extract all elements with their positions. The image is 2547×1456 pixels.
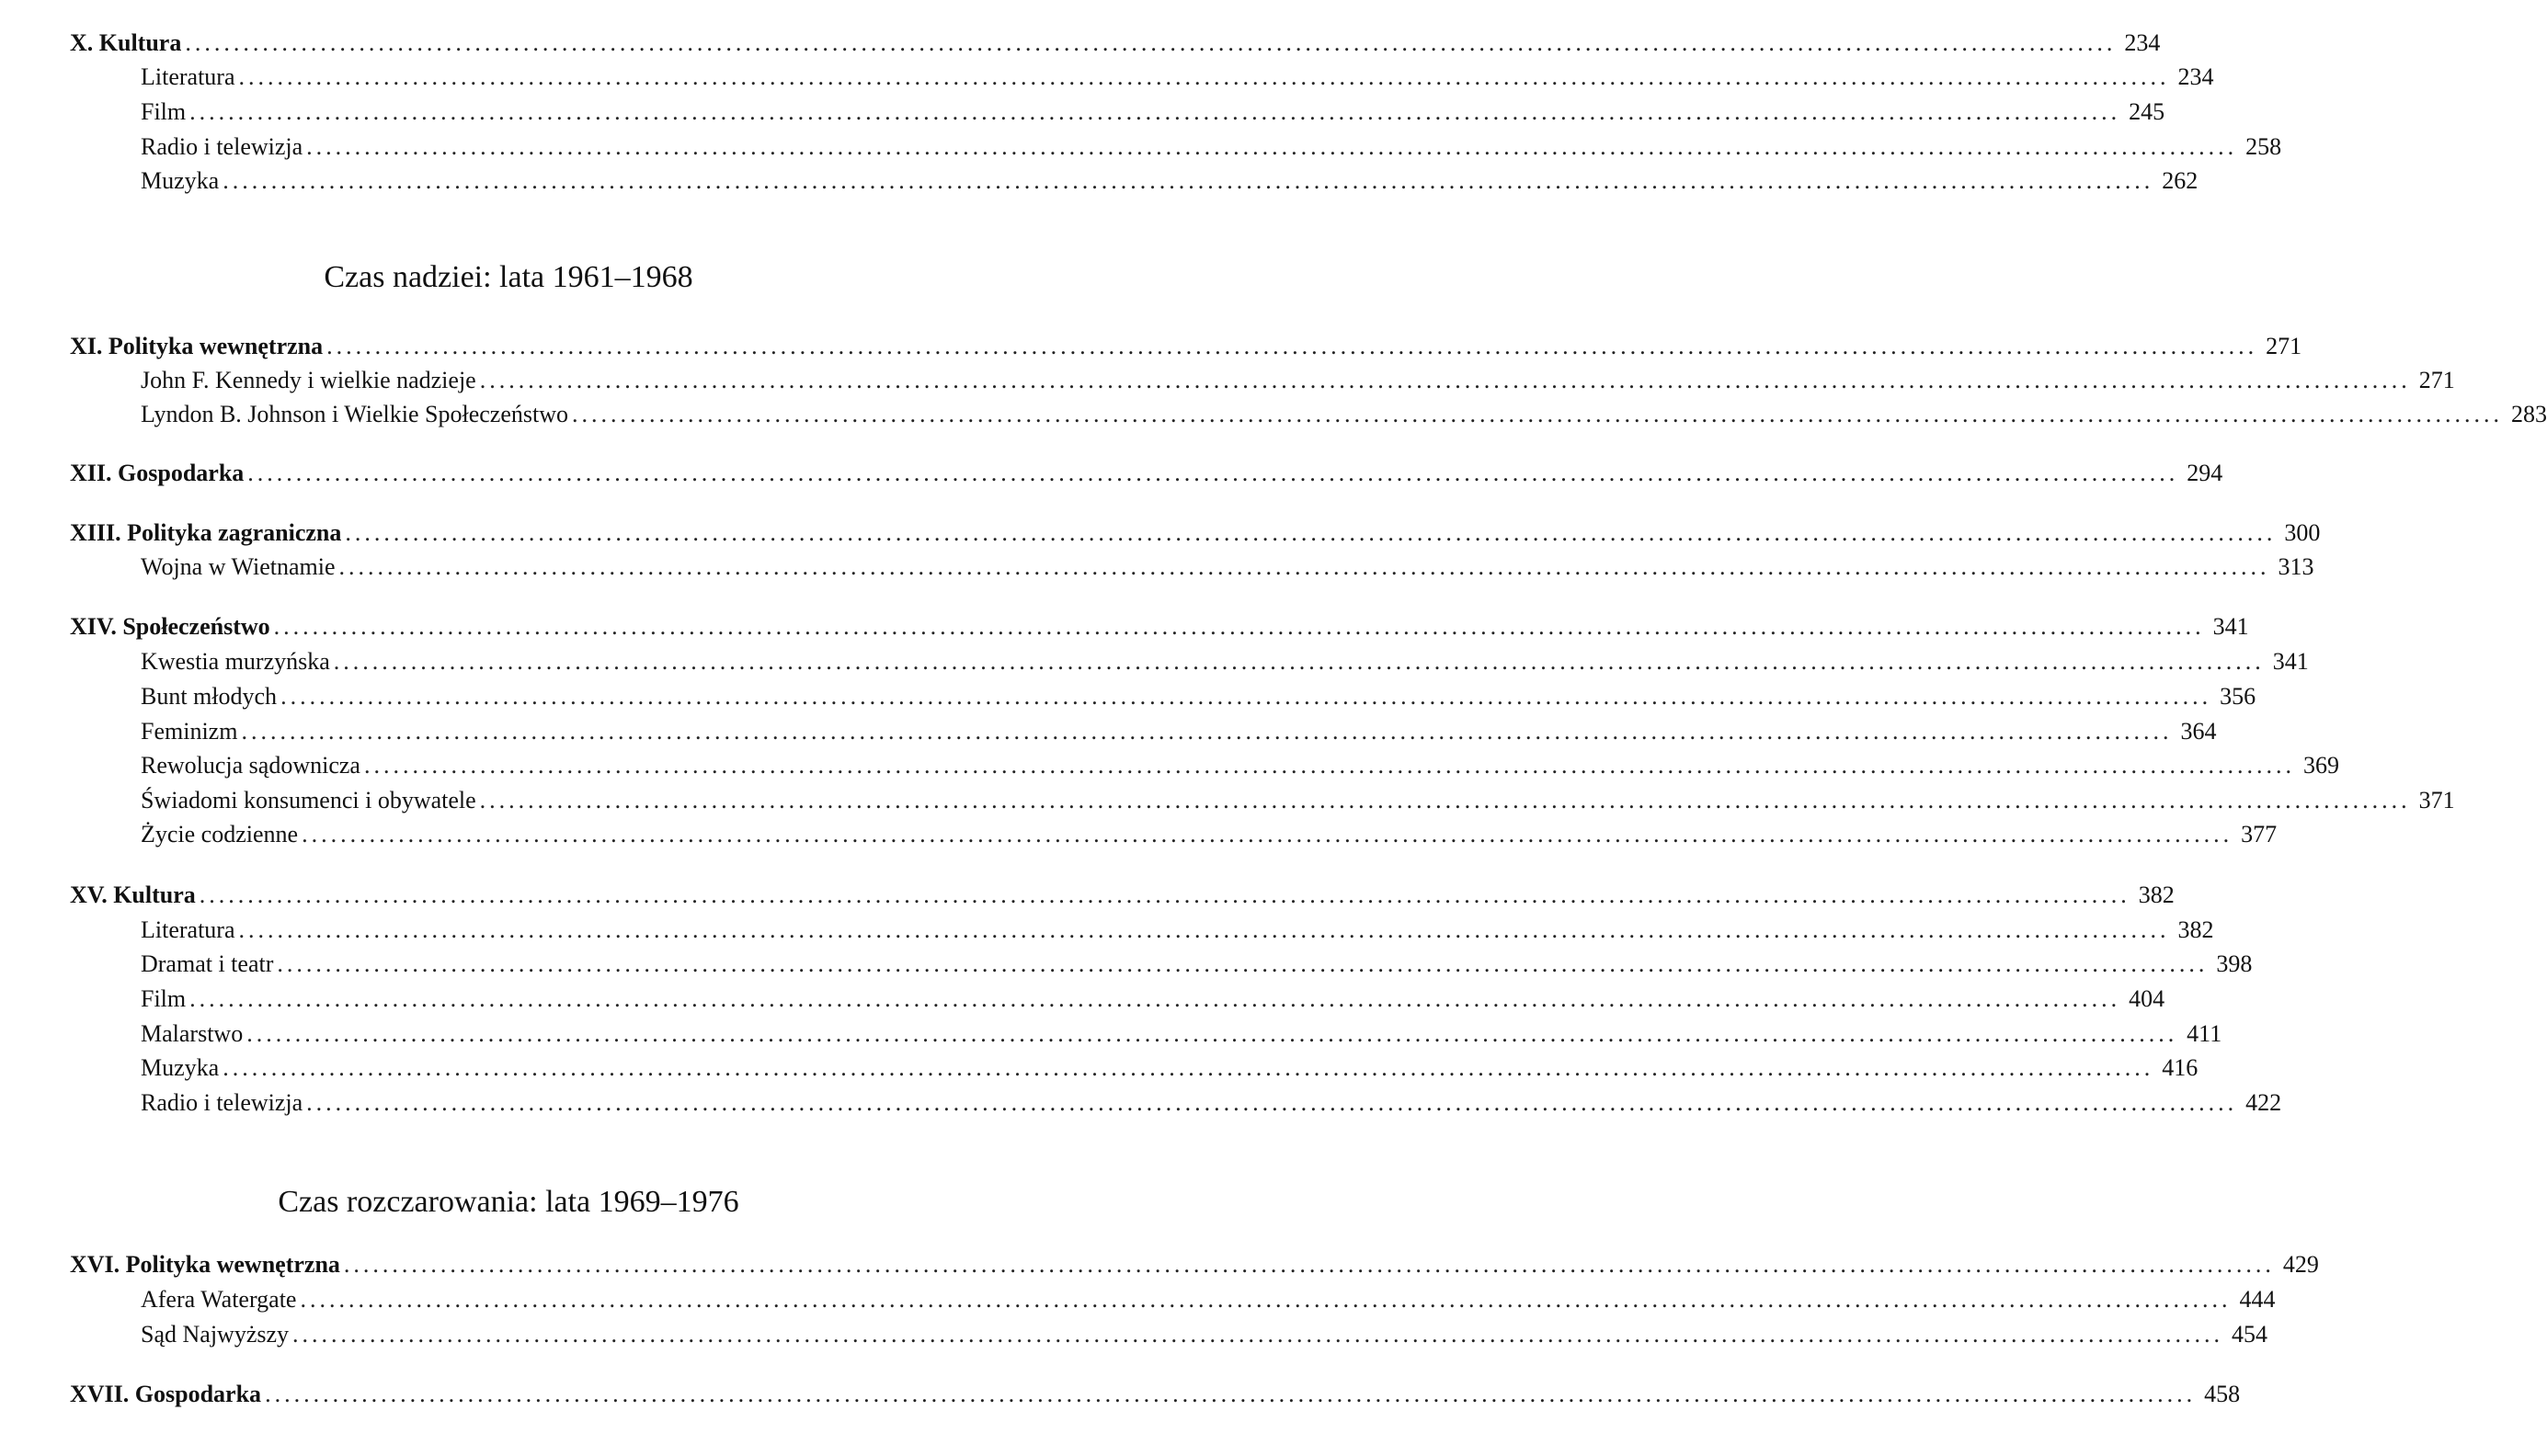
toc-subentry [141, 1284, 2276, 1315]
toc-entry-title: XI. Polityka wewnętrzna [70, 333, 324, 359]
dot-leader: ........................................................................................................................................................................................................ [326, 333, 2258, 359]
toc-subentry [141, 750, 2339, 781]
toc-page-number: 271 [2266, 333, 2302, 359]
dot-leader: ........................................................................................................................................................................................................ [572, 401, 2503, 427]
toc-entry-title: Malarstwo [141, 1020, 244, 1047]
toc-page-number: 364 [2180, 718, 2217, 745]
toc-page-number: 341 [2272, 648, 2309, 675]
toc-page-number: 369 [2302, 752, 2339, 779]
toc-subentry [141, 62, 2214, 93]
dot-leader: ........................................................................................................................................................................................................ [345, 519, 2277, 546]
dot-leader: ........................................................................................................................................................................................................ [302, 821, 2233, 847]
toc-page-number: 300 [2284, 519, 2321, 546]
toc-page-number: 382 [2138, 882, 2175, 908]
toc-entry-title: XVII. Gospodarka [70, 1381, 262, 1407]
toc-entry-title: Feminizm [141, 718, 238, 745]
toc-subentry [141, 1087, 2282, 1119]
toc-entry-title: Radio i telewizja [141, 1089, 303, 1116]
toc-subentry [141, 819, 2278, 850]
toc-page-number: 313 [2278, 553, 2314, 580]
toc-chapter-entry [70, 331, 2302, 362]
toc-page-number: 411 [2187, 1020, 2222, 1047]
dot-leader: ........................................................................................................................................................................................................ [338, 553, 2270, 580]
toc-subentry [141, 399, 2547, 430]
dot-leader: ........................................................................................................................................................................................................ [300, 1286, 2232, 1313]
toc-entry-title: Literatura [141, 916, 235, 943]
toc-page-number: 258 [2245, 133, 2282, 160]
toc-chapter-entry [70, 28, 2161, 59]
dot-leader: ........................................................................................................................................................................................................ [189, 985, 2121, 1012]
toc-page-number: 429 [2282, 1251, 2319, 1278]
toc-page-number: 377 [2241, 821, 2278, 847]
toc-entry-title: Dramat i teatr [141, 950, 274, 977]
dot-leader: ........................................................................................................................................................................................................ [333, 648, 2265, 675]
toc-subentry [141, 785, 2455, 816]
toc-entry-title: Radio i telewizja [141, 133, 303, 160]
toc-entry-title: John F. Kennedy i wielkie nadzieje [141, 367, 476, 393]
dot-leader: ........................................................................................................................................................................................................ [238, 916, 2170, 943]
toc-subentry [141, 365, 2455, 396]
toc-entry-title: Wojna w Wietnamie [141, 553, 336, 580]
toc-entry-title: Kwestia murzyńska [141, 648, 330, 675]
toc-page-number: 234 [2124, 29, 2161, 56]
toc-page-number: 356 [2220, 683, 2256, 710]
toc-entry-title: XVI. Polityka wewnętrzna [70, 1251, 340, 1278]
toc-page-number: 245 [2129, 98, 2165, 125]
toc-entry-title: XV. Kultura [70, 882, 196, 908]
toc-page-number: 371 [2418, 787, 2455, 813]
toc-subentry [141, 97, 2165, 128]
toc-subentry [141, 716, 2217, 747]
toc-entry-title: Rewolucja sądownicza [141, 752, 360, 779]
toc-entry-title: Życie codzienne [141, 821, 299, 847]
dot-leader: ........................................................................................................................................................................................................ [189, 98, 2121, 125]
toc-page-number: 382 [2177, 916, 2214, 943]
dot-leader: ........................................................................................................................................................................................................ [199, 882, 2130, 908]
toc-entry-title: Afera Watergate [141, 1286, 297, 1313]
dot-leader: ........................................................................................................................................................................................................ [306, 1089, 2238, 1116]
toc-page-number: 416 [2162, 1054, 2199, 1081]
toc-entry-title: Film [141, 985, 187, 1012]
toc-page-number: 234 [2177, 63, 2214, 90]
toc-subentry [141, 1319, 2268, 1350]
period-heading: Czas nadziei: lata 1961–1968 [324, 260, 693, 294]
toc-subentry [141, 1018, 2222, 1050]
dot-leader: ........................................................................................................................................................................................................ [277, 950, 2209, 977]
toc-chapter-entry [70, 1379, 2241, 1410]
toc-entry-title: Literatura [141, 63, 235, 90]
toc-subentry [141, 681, 2256, 712]
toc-entry-title: Lyndon B. Johnson i Wielkie Społeczeństwo [141, 401, 568, 427]
toc-page-number: 262 [2162, 167, 2199, 194]
toc-chapter-entry [70, 611, 2249, 643]
toc-page-number: 444 [2239, 1286, 2276, 1313]
toc-subentry [141, 915, 2214, 946]
toc-entry-title: Film [141, 98, 187, 125]
toc-page-number: 294 [2187, 460, 2223, 486]
toc-subentry [141, 984, 2165, 1015]
dot-leader: ........................................................................................................................................................................................................ [280, 683, 2212, 710]
toc-entry-title: Sąd Najwyższy [141, 1321, 290, 1348]
toc-page-number: 422 [2245, 1089, 2282, 1116]
toc-page-number: 283 [2511, 401, 2547, 427]
dot-leader: ........................................................................................................................................................................................................ [238, 63, 2170, 90]
dot-leader: ........................................................................................................................................................................................................ [247, 460, 2179, 486]
toc-subentry [141, 131, 2282, 163]
dot-leader: ........................................................................................................................................................................................................ [273, 613, 2205, 640]
dot-leader: ........................................................................................................................................................................................................ [223, 167, 2154, 194]
toc-entry-title: XII. Gospodarka [70, 460, 245, 486]
dot-leader: ........................................................................................................................................................................................................ [479, 787, 2411, 813]
toc-page-number: 341 [2212, 613, 2249, 640]
dot-leader: ........................................................................................................................................................................................................ [343, 1251, 2275, 1278]
toc-chapter-entry [70, 880, 2175, 911]
toc-entry-title: XIV. Społeczeństwo [70, 613, 270, 640]
toc-subentry [141, 646, 2309, 677]
toc-subentry [141, 1052, 2199, 1084]
toc-subentry [141, 949, 2253, 980]
toc-subentry [141, 552, 2314, 583]
toc-page-number: 404 [2129, 985, 2165, 1012]
toc-entry-title: Muzyka [141, 1054, 220, 1081]
toc-page-number: 458 [2204, 1381, 2241, 1407]
dot-leader: ........................................................................................................................................................................................................ [246, 1020, 2178, 1047]
toc-chapter-entry [70, 458, 2223, 489]
dot-leader: ........................................................................................................................................................................................................ [241, 718, 2173, 745]
dot-leader: ........................................................................................................................................................................................................ [185, 29, 2117, 56]
dot-leader: ........................................................................................................................................................................................................ [479, 367, 2411, 393]
toc-entry-title: X. Kultura [70, 29, 182, 56]
toc-entry-title: Świadomi konsumenci i obywatele [141, 787, 476, 813]
dot-leader: ........................................................................................................................................................................................................ [292, 1321, 2224, 1348]
toc-page-number: 398 [2216, 950, 2253, 977]
dot-leader: ........................................................................................................................................................................................................ [306, 133, 2238, 160]
toc-entry-title: Bunt młodych [141, 683, 278, 710]
toc-chapter-entry [70, 1249, 2319, 1280]
period-heading: Czas rozczarowania: lata 1969–1976 [278, 1185, 739, 1219]
dot-leader: ........................................................................................................................................................................................................ [223, 1054, 2154, 1081]
toc-chapter-entry [70, 518, 2321, 549]
toc-entry-title: XIII. Polityka zagraniczna [70, 519, 342, 546]
dot-leader: ........................................................................................................................................................................................................ [363, 752, 2295, 779]
toc-entry-title: Muzyka [141, 167, 220, 194]
dot-leader: ........................................................................................................................................................................................................ [265, 1381, 2197, 1407]
toc-page-number: 454 [2232, 1321, 2268, 1348]
toc-subentry [141, 165, 2199, 197]
toc-page-number: 271 [2418, 367, 2455, 393]
